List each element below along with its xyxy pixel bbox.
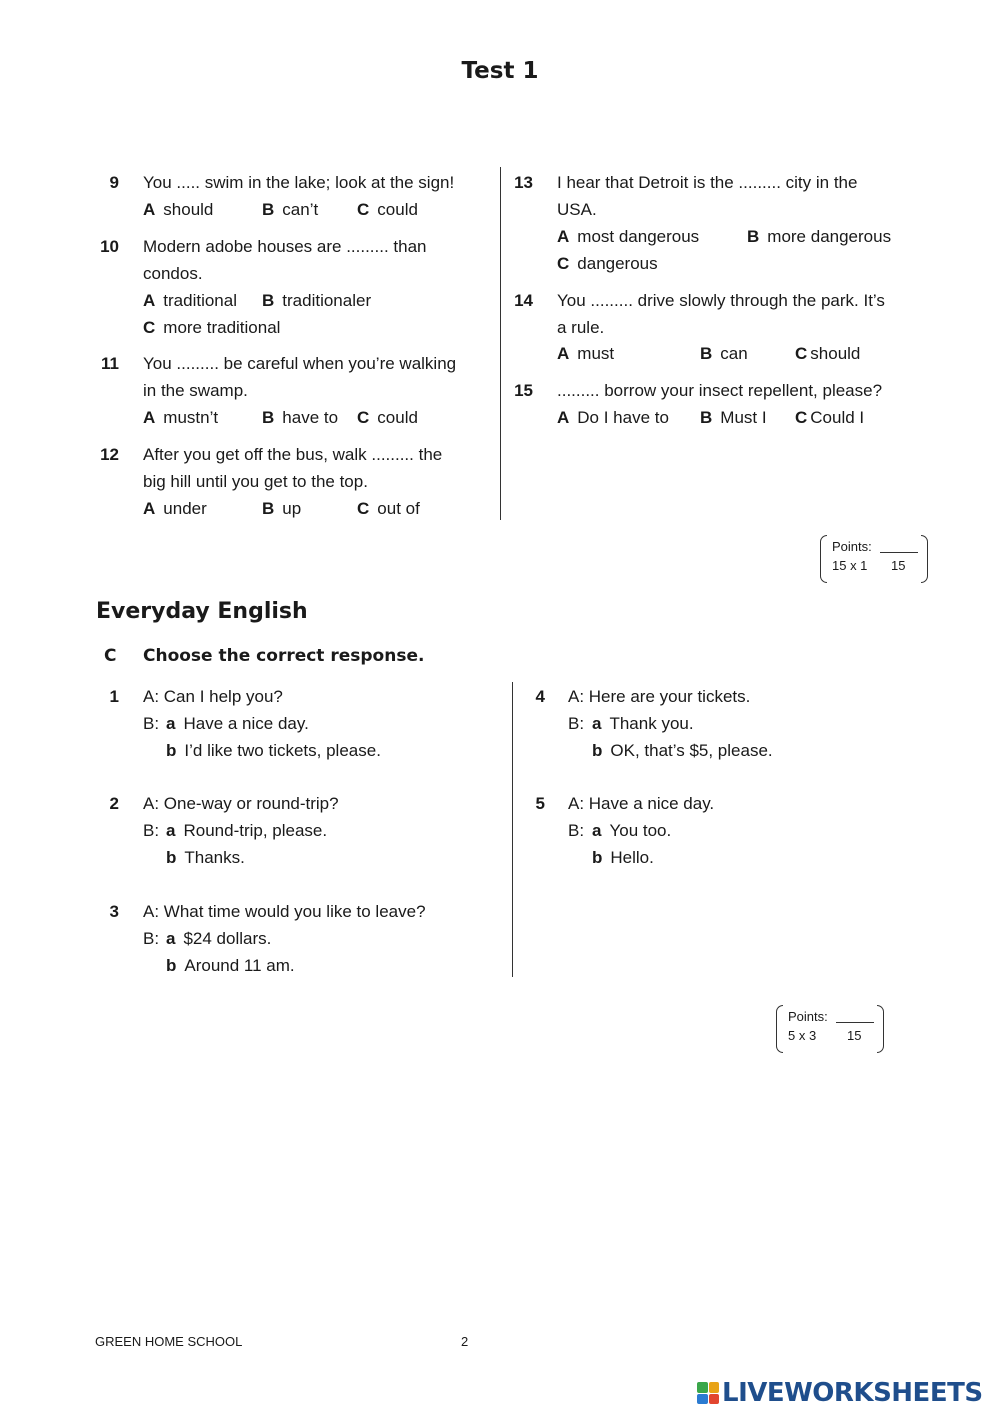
points-total: 15	[891, 558, 906, 573]
dialog-prompt: A: What time would you like to leave?	[143, 902, 426, 921]
question-text: ......... borrow your insect repellent, please?	[557, 381, 883, 400]
question-text: You ......... drive slowly through the park. It’s	[557, 291, 885, 310]
question-text: I hear that Detroit is the ......... city in the	[557, 173, 858, 192]
option-a[interactable]: A must	[557, 344, 615, 363]
points-total: 15	[847, 1028, 862, 1043]
points-label: Points:	[788, 1009, 828, 1024]
footer-school: GREEN HOME SCHOOL	[95, 1334, 243, 1349]
option-b[interactable]: B can	[700, 344, 748, 363]
question-text: big hill until you get to the top.	[143, 472, 368, 491]
dialog-prompt: A: Have a nice day.	[568, 794, 715, 813]
question-text: You ......... be careful when you’re walking	[143, 354, 457, 373]
question-text: in the swamp.	[143, 381, 248, 400]
response-b[interactable]: b Thanks.	[166, 848, 245, 867]
question-text: After you get off the bus, walk ......... the	[143, 445, 443, 464]
dialog-number: 2	[109, 794, 119, 813]
option-c[interactable]: C should	[795, 344, 861, 363]
option-c[interactable]: C dangerous	[557, 254, 658, 273]
option-a[interactable]: A under	[143, 499, 207, 518]
section-heading: Everyday English	[96, 599, 308, 624]
option-b[interactable]: B Must I	[700, 408, 767, 427]
question-text: a rule.	[557, 318, 605, 337]
column-divider	[512, 682, 513, 977]
instruction-text: Choose the correct response.	[143, 646, 425, 666]
dialog-b-prefix: B:	[568, 821, 585, 840]
question-text: Modern adobe houses are ......... than	[143, 237, 427, 256]
option-b[interactable]: B traditionaler	[262, 291, 372, 310]
response-b[interactable]: b Around 11 am.	[166, 956, 295, 975]
option-b[interactable]: B have to	[262, 408, 339, 427]
option-c[interactable]: C Could I	[795, 408, 865, 427]
response-a[interactable]: a $24 dollars.	[166, 929, 272, 948]
dialog-prompt: A: Here are your tickets.	[568, 687, 751, 706]
response-a[interactable]: a Have a nice day.	[166, 714, 309, 733]
dialog-b-prefix: B:	[143, 929, 160, 948]
dialog-number: 3	[109, 902, 119, 921]
response-b[interactable]: b I’d like two tickets, please.	[166, 741, 381, 760]
question-number: 9	[109, 173, 119, 192]
column-divider	[500, 167, 501, 520]
option-c[interactable]: C could	[357, 200, 418, 219]
dialog-prompt: A: One-way or round-trip?	[143, 794, 339, 813]
points-formula: 15 x 1	[832, 558, 868, 573]
response-b[interactable]: b OK, that’s $5, please.	[592, 741, 773, 760]
dialog-number: 4	[535, 687, 545, 706]
option-b[interactable]: B up	[262, 499, 302, 518]
option-a[interactable]: A traditional	[143, 291, 237, 310]
option-a[interactable]: A should	[143, 200, 214, 219]
response-a[interactable]: a You too.	[592, 821, 672, 840]
dialog-number: 1	[109, 687, 119, 706]
response-a[interactable]: a Thank you.	[592, 714, 694, 733]
option-c[interactable]: C could	[357, 408, 418, 427]
option-a[interactable]: A Do I have to	[557, 408, 669, 427]
page-title: Test 1	[461, 58, 539, 84]
points-blank[interactable]	[880, 540, 918, 553]
points-formula: 5 x 3	[788, 1028, 817, 1043]
option-a[interactable]: A mustn’t	[143, 408, 219, 427]
question-text: condos.	[143, 264, 203, 283]
footer-page-number: 2	[461, 1334, 469, 1349]
instruction-letter: C	[104, 646, 117, 666]
option-b[interactable]: B more dangerous	[747, 227, 892, 246]
question-number: 11	[101, 354, 119, 373]
dialog-number: 5	[535, 794, 545, 813]
response-a[interactable]: a Round-trip, please.	[166, 821, 328, 840]
option-b[interactable]: B can’t	[262, 200, 319, 219]
question-number: 12	[100, 445, 119, 464]
logo-icon	[697, 1382, 719, 1404]
question-number: 10	[100, 237, 119, 256]
question-number: 14	[514, 291, 533, 310]
dialog-b-prefix: B:	[143, 714, 160, 733]
points-blank[interactable]	[836, 1010, 874, 1023]
option-c[interactable]: C more traditional	[143, 318, 281, 337]
points-box	[776, 1005, 884, 1053]
question-number: 13	[514, 173, 533, 192]
dialog-b-prefix: B:	[568, 714, 585, 733]
option-a[interactable]: A most dangerous	[557, 227, 700, 246]
question-text: You ..... swim in the lake; look at the sign!	[143, 173, 455, 192]
dialog-b-prefix: B:	[143, 821, 160, 840]
response-b[interactable]: b Hello.	[592, 848, 654, 867]
points-box	[820, 535, 928, 583]
points-label: Points:	[832, 539, 872, 554]
question-text: USA.	[557, 200, 597, 219]
liveworksheets-logo[interactable]	[697, 1377, 983, 1409]
option-c[interactable]: C out of	[357, 499, 420, 518]
question-number: 15	[514, 381, 533, 400]
dialog-prompt: A: Can I help you?	[143, 687, 283, 706]
logo-text: LIVEWORKSHEETS	[722, 1378, 983, 1408]
